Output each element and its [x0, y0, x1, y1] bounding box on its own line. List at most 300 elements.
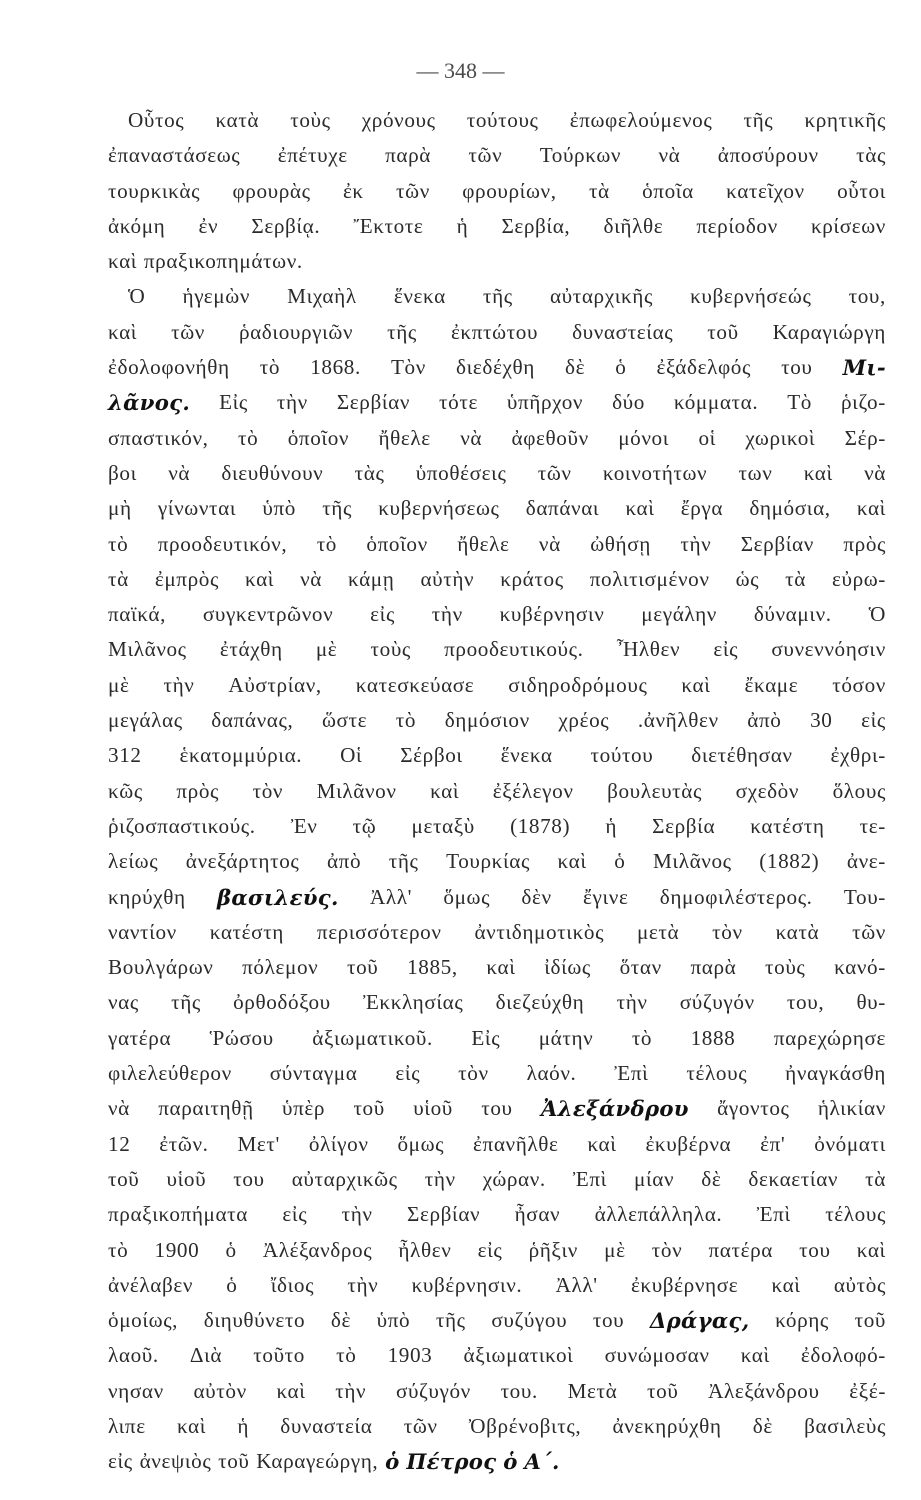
word: Πέτρος — [406, 1449, 497, 1475]
word: πατέρα — [708, 1237, 773, 1262]
word: ῥαδιουργιῶν — [238, 319, 354, 344]
word: ὁποῖον — [366, 531, 428, 556]
text-line — [108, 456, 886, 491]
word: ῥιζοσπαστικούς. — [108, 813, 256, 838]
word: Καραγεώργη, — [256, 1449, 379, 1474]
word: διευθύνουν — [221, 460, 324, 485]
text-line — [108, 244, 886, 279]
word: τῆς — [387, 319, 417, 344]
word: πόλεμον — [242, 955, 319, 980]
word: Μετὰ — [567, 1378, 618, 1403]
word: φρουρίων, — [462, 178, 557, 203]
word: διηυθύνετο — [203, 1308, 306, 1333]
word: ἕνεκα — [393, 284, 446, 309]
word: τὸν — [458, 1061, 489, 1086]
word: ἐμπρὸς — [154, 566, 219, 591]
text-line — [108, 562, 886, 597]
word: ναντίον — [108, 919, 177, 944]
word: κηρύχθη — [108, 884, 186, 909]
word: κρίσεων — [810, 213, 886, 238]
word: ἦσαν — [514, 1202, 561, 1227]
word: τέλους — [686, 1061, 748, 1086]
word: ἤθελε — [378, 425, 431, 450]
word: Ῥώσου — [209, 1025, 274, 1050]
word: λείως — [108, 849, 159, 874]
word: τέλους — [825, 1202, 886, 1227]
word: παρὰ — [385, 143, 431, 168]
word: χρέος — [558, 708, 610, 733]
word: μὲ — [604, 1237, 626, 1262]
word: δημοφιλέστερος. — [659, 884, 813, 909]
word: τὰ — [865, 1166, 886, 1191]
word: μεταξὺ — [411, 813, 475, 838]
text-line — [108, 1197, 886, 1232]
word: τῆς — [322, 496, 352, 521]
word: Καραγιώργη — [772, 319, 886, 344]
word: ὑπὸ — [262, 496, 296, 521]
word: τῆς — [482, 284, 513, 309]
word: εἰς — [108, 1449, 133, 1474]
word: νὰ — [300, 566, 322, 591]
word: ὠθήσῃ — [590, 531, 651, 556]
word: τὸ — [395, 708, 417, 733]
text-line — [108, 385, 886, 420]
word: τοῦ — [647, 1378, 679, 1403]
word: ὁ — [385, 1449, 400, 1475]
word: χωρικοὶ — [745, 425, 816, 450]
word: ἡλικίαν — [817, 1096, 886, 1121]
word: του — [799, 1237, 831, 1262]
word: ἐπανῆλθε — [473, 1131, 559, 1156]
word: των — [738, 460, 773, 485]
word: (1882) — [759, 849, 820, 874]
word: Σερβίαν — [336, 390, 411, 415]
word: χώραν. — [482, 1166, 546, 1191]
word: συνεννόησιν — [771, 637, 886, 662]
text-line — [108, 1233, 886, 1268]
word: Ἀλέξανδρος — [262, 1237, 373, 1262]
word: Μιλᾶνον — [316, 778, 397, 803]
word: τὸν — [712, 919, 743, 944]
word: κυβέρνησιν. — [411, 1272, 523, 1297]
word: τουρκικὰς — [108, 178, 201, 203]
word: ὡς — [735, 566, 760, 591]
word: τῆς — [435, 1308, 466, 1333]
word: νὰ — [460, 425, 483, 450]
word: ἐν — [198, 213, 219, 238]
word: ὀνόματι — [814, 1131, 886, 1156]
word: Ἀλεξάνδρου — [708, 1378, 820, 1403]
word: τὸ — [259, 355, 281, 380]
text-line — [108, 421, 886, 456]
word: ἀφεθοῦν — [511, 425, 589, 450]
text-line — [108, 597, 886, 632]
word: τῆς — [743, 108, 774, 132]
word: δαπάναι — [525, 496, 600, 521]
word: ῥῆξιν — [528, 1237, 578, 1262]
word: ὑποθέσεις — [415, 460, 507, 485]
text-line — [108, 703, 886, 738]
word: τὸ — [237, 425, 259, 450]
word: υἱοῦ — [166, 1166, 207, 1191]
word: δυναστείας — [572, 319, 674, 344]
word: Βουλγάρων — [108, 955, 214, 980]
word: ἔγινε — [583, 884, 629, 909]
word: καὶ — [486, 955, 516, 980]
word: ὑπὲρ — [282, 1096, 326, 1121]
word: δὲ — [701, 1166, 722, 1191]
word: ἀνε- — [846, 849, 886, 874]
word: Ἐπὶ — [756, 1202, 791, 1227]
word: Σερβίαν — [740, 531, 814, 556]
word: τὰ — [785, 566, 806, 591]
word: μάτην — [538, 1025, 594, 1050]
word: λαόν. — [526, 1061, 577, 1086]
word: τῶν — [396, 178, 430, 203]
word: ἐκυβέρνησε — [630, 1272, 739, 1297]
word: του — [481, 1096, 513, 1121]
word: δεκαετίαν — [748, 1166, 839, 1191]
word: Ὁ — [868, 602, 886, 627]
word: τὴν — [163, 672, 195, 697]
word: ἐτῶν. — [159, 1131, 209, 1156]
word: μόνοι — [618, 425, 670, 450]
word: ἐπέτυχε — [277, 143, 348, 168]
word: ἤθελε — [457, 531, 510, 556]
word: δὲ — [752, 1413, 773, 1438]
word: πραξικοπήματα — [108, 1202, 248, 1227]
text-line — [108, 1409, 886, 1444]
word: 1888 — [690, 1025, 736, 1050]
word: Ἐν — [290, 813, 318, 838]
word: Τὸ — [787, 390, 812, 415]
word: τὸ — [316, 531, 337, 556]
word: σχεδὸν — [735, 778, 800, 803]
word: τῶν — [171, 319, 205, 344]
word: εἰς — [477, 1237, 503, 1262]
word: διῆλθε — [603, 213, 664, 238]
word: μεγάλην — [641, 602, 717, 627]
word: 312 — [108, 743, 142, 768]
text-line — [108, 880, 886, 915]
word: Σέρβοι — [400, 743, 463, 768]
word: παρὰ — [690, 955, 737, 980]
word: γίνωνται — [157, 496, 237, 521]
word: Αὐστρίαν, — [228, 672, 322, 697]
word: Ὀβρένοβιτς, — [468, 1413, 582, 1438]
word: 1885, — [407, 955, 458, 980]
text-line — [108, 774, 886, 809]
word: ἀνεξάρτητος — [185, 849, 300, 874]
word: ὁποῖον — [287, 425, 350, 450]
word: βασιλεὺς — [804, 1413, 886, 1438]
word: ἀνεψιὸς — [139, 1449, 212, 1474]
word: διεδέχθη — [456, 355, 535, 380]
word: διετέθησαν — [691, 743, 793, 768]
text-line — [108, 138, 886, 173]
word: τοῦ — [854, 1308, 886, 1333]
word: τὴν — [347, 1272, 379, 1297]
word: μίαν — [634, 1166, 675, 1191]
text-line — [108, 668, 886, 703]
word: Μι- — [842, 355, 886, 381]
word: Ἐπὶ — [614, 1061, 649, 1086]
text-line — [108, 1338, 886, 1373]
text-line — [108, 1091, 886, 1126]
word: Ἀλλ' — [369, 884, 413, 909]
word: ἐπ' — [760, 1131, 786, 1156]
word: εἰς — [282, 1202, 308, 1227]
text-line — [108, 985, 886, 1020]
word: κόρης — [775, 1308, 829, 1333]
word: Τὸν — [390, 355, 426, 380]
word: εὐρω- — [831, 566, 886, 591]
word: δαπάνας, — [211, 708, 294, 733]
word: Σέρ- — [844, 425, 886, 450]
word: Μιλᾶνος — [652, 849, 732, 874]
word: δημόσια, — [749, 496, 831, 521]
text-line — [108, 527, 886, 562]
word: κάμῃ — [348, 566, 395, 591]
word: τὰ — [108, 566, 129, 591]
word: κράτος — [500, 566, 564, 591]
word: Σερβία — [652, 813, 716, 838]
word: ὅμως — [397, 1131, 445, 1156]
word: 1868. — [310, 355, 361, 380]
word: ἔργα — [680, 496, 724, 521]
word: ἀκόμη — [108, 213, 166, 238]
word: νὰ — [658, 143, 681, 168]
word: δὲ — [565, 355, 586, 380]
word: δὲν — [521, 884, 552, 909]
word: τὴν — [276, 390, 308, 415]
word: ὅλους — [832, 778, 886, 803]
word: ὁ — [614, 849, 626, 874]
word: ἐκυβέρνα — [645, 1131, 732, 1156]
word: εἰς — [713, 637, 739, 662]
word: τῶν — [468, 143, 503, 168]
word: κανό- — [834, 955, 886, 980]
word: ἡ — [237, 1413, 249, 1438]
word: κατεσκεύασε — [355, 672, 475, 697]
word: αὐτὸν — [193, 1378, 247, 1403]
word: ἀνεκηρύχθη — [612, 1413, 722, 1438]
word: ἔκαμε — [744, 672, 799, 697]
word: χρόνους — [361, 108, 436, 132]
word: πρὸς — [843, 531, 886, 556]
word: ἠναγκάσθη — [785, 1061, 886, 1086]
word: ὅμως — [443, 884, 491, 909]
word: ὑπὸ — [376, 1308, 411, 1333]
word: περίοδον — [696, 213, 778, 238]
word: Ἀλεξάνδρου — [541, 1096, 689, 1122]
word: καὶ — [771, 1272, 801, 1297]
word: οὗτοι — [837, 178, 886, 203]
word: τὰ — [588, 178, 610, 203]
word: δύο — [612, 390, 645, 415]
word: 1900 — [154, 1237, 200, 1262]
word: συγκεντρῶνον — [202, 602, 334, 627]
word: ἐχθρι- — [830, 743, 886, 768]
word: καὶ — [587, 1131, 617, 1156]
word: 1903 — [387, 1343, 433, 1368]
word: βουλευτὰς — [607, 778, 702, 803]
word: ὑπῆρχον — [506, 390, 584, 415]
word: κατέστη — [750, 813, 825, 838]
word: ἐπαναστάσεως — [108, 143, 241, 168]
word: τὸ — [336, 1343, 357, 1368]
word: τὸ — [631, 1025, 653, 1050]
word: σύζυγόν — [679, 990, 755, 1015]
word: ἐκ — [342, 178, 364, 203]
word: Ἀλλ' — [555, 1272, 598, 1297]
page-number: — 348 — — [416, 58, 505, 83]
word: του — [781, 355, 813, 380]
word: μεγάλας — [108, 708, 183, 733]
word: τὰς — [856, 143, 886, 168]
word: τὴν — [335, 1378, 367, 1403]
word: βοι — [108, 460, 137, 485]
word: αὐτὸς — [833, 1272, 886, 1297]
word: ἡγεμὼν — [182, 284, 250, 309]
word: προοδευτικόν, — [157, 531, 288, 556]
text-line — [108, 350, 886, 385]
word: Σερβίαν — [407, 1202, 481, 1227]
word: Σερβία, — [501, 213, 571, 238]
word: 12 — [108, 1131, 131, 1156]
word: Ἔκτοτε — [353, 213, 424, 238]
word: κατὰ — [775, 919, 820, 944]
word: κυβερνήσεως — [378, 496, 500, 521]
text-line — [108, 315, 886, 350]
word: παραιτηθῇ — [158, 1096, 254, 1121]
text-line — [108, 809, 886, 844]
word: τοὺς — [370, 637, 411, 662]
word: του — [592, 1308, 625, 1333]
word: ἀπὸ — [326, 849, 362, 874]
word: νας — [108, 990, 139, 1015]
word: σπαστικόν, — [108, 425, 209, 450]
word: ἦλθεν — [398, 1237, 452, 1262]
word: καὶ — [856, 496, 886, 521]
word: κοινοτήτων — [602, 460, 708, 485]
word: ἐκπτώτου — [450, 319, 539, 344]
word: πολιτισμένον — [589, 566, 710, 591]
word: λιπε — [108, 1413, 146, 1438]
word: (1878) — [510, 813, 571, 838]
word: Εἰς — [219, 390, 248, 415]
word: τοῦτο — [253, 1343, 305, 1368]
text-line — [108, 950, 886, 985]
word: ὥστε — [321, 708, 368, 733]
word: υἱοῦ — [413, 1096, 453, 1121]
word: μὲ — [108, 672, 130, 697]
word: Ὁ — [128, 284, 146, 309]
word: ἡ — [456, 213, 469, 238]
word: μὲ — [315, 637, 338, 662]
word: καὶ — [108, 249, 138, 274]
word: Μετ' — [237, 1131, 280, 1156]
word: μὴ — [108, 496, 132, 521]
word: ἀξιωματικοῦ. — [312, 1025, 433, 1050]
word: ὅταν — [619, 955, 662, 980]
word: καὶ — [108, 319, 138, 344]
word: ὀλίγον — [308, 1131, 369, 1156]
word: Οὗτος — [128, 108, 185, 132]
word: νὰ — [168, 460, 191, 485]
word: κατέστη — [209, 919, 284, 944]
word: ὀρθοδόξου — [233, 990, 331, 1015]
text-line — [108, 1021, 886, 1056]
word: καὶ — [430, 778, 460, 803]
word: ἐξέ- — [849, 1378, 886, 1403]
word: φρουρὰς — [232, 178, 311, 203]
paragraph — [108, 279, 886, 1479]
text-line — [108, 1374, 886, 1409]
text-line — [108, 491, 886, 526]
text-line — [108, 174, 886, 209]
word: Α΄. — [524, 1449, 560, 1475]
word: αὐταρχικῆς — [549, 284, 653, 309]
word: τοῦ — [707, 319, 739, 344]
word: Ἐκκλησίας — [362, 990, 464, 1015]
word: τῷ — [352, 813, 377, 838]
word: τοῦ — [353, 1096, 385, 1121]
word: τῆς — [171, 990, 201, 1015]
word: παρεχώρησε — [773, 1025, 886, 1050]
word: δυναστεία — [280, 1413, 373, 1438]
word: βασιλεύς. — [216, 884, 339, 910]
word: παϊκά, — [108, 602, 166, 627]
word: Τούρκων — [539, 143, 622, 168]
word: ἕνεκα — [500, 743, 553, 768]
word: ἐδολοφό- — [800, 1343, 886, 1368]
word: δὲ — [330, 1308, 351, 1333]
word: καὶ — [681, 672, 711, 697]
word: τῶν — [537, 460, 572, 485]
word: τὴν — [431, 602, 463, 627]
word: τοῦ — [347, 955, 379, 980]
word: καὶ — [557, 849, 587, 874]
word: πραξικοπημάτων. — [143, 249, 303, 274]
word: Του- — [843, 884, 886, 909]
word: Δράγας, — [649, 1308, 750, 1334]
word: τὸ — [108, 531, 129, 556]
word: νὰ — [538, 531, 561, 556]
word: τότε — [439, 390, 478, 415]
word: τοῦ — [108, 1166, 140, 1191]
text-line — [108, 738, 886, 773]
word: 30 — [810, 708, 833, 733]
word: τοὺς — [765, 955, 806, 980]
word: κυβέρνησιν — [499, 602, 605, 627]
word: καὶ — [244, 566, 275, 591]
text-line — [108, 915, 886, 950]
text-line — [108, 103, 886, 138]
word: ὁποῖα — [642, 178, 694, 203]
text-line — [108, 279, 886, 314]
word: Οἱ — [340, 743, 363, 768]
word: τε- — [859, 813, 886, 838]
word: μετὰ — [636, 919, 680, 944]
word: ἐξάδελφός — [656, 355, 751, 380]
word: Ἦλθεν — [616, 637, 681, 662]
word: τὴν — [616, 990, 648, 1015]
word: ῥιζο- — [840, 390, 886, 415]
word: κρητικῆς — [804, 108, 886, 132]
word: καὶ — [803, 460, 833, 485]
text-line — [108, 1303, 886, 1338]
